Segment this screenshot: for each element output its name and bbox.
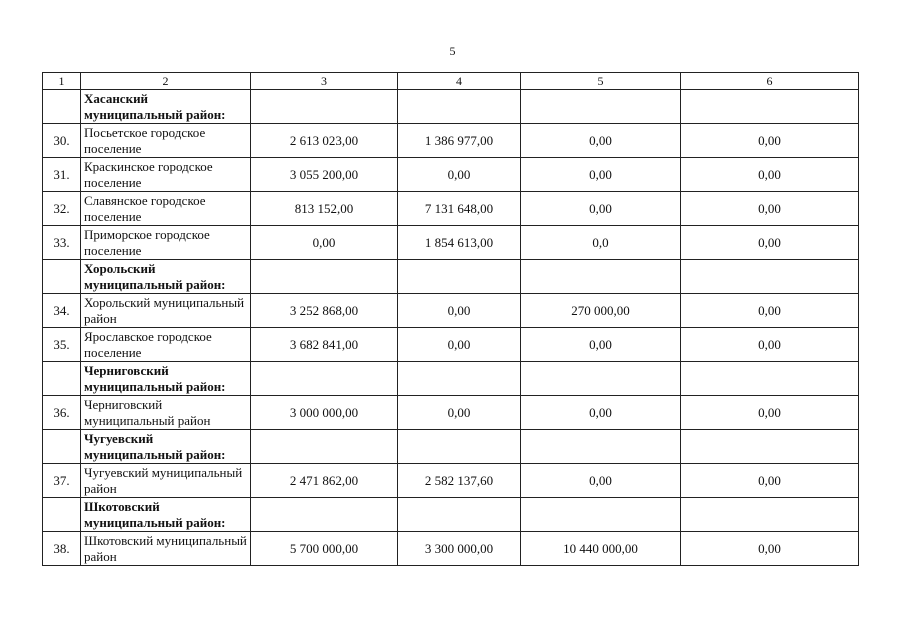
municipality-name-cell: Хорольский муниципальный район xyxy=(81,294,251,328)
table-row xyxy=(43,328,859,362)
row-number-cell: 37. xyxy=(43,464,81,498)
column-6-value: 0,00 xyxy=(681,124,859,158)
column-6-value: 0,00 xyxy=(681,396,859,430)
table-row xyxy=(43,464,859,498)
column-6-value: 0,00 xyxy=(681,532,859,566)
value-cell xyxy=(521,90,681,124)
municipality-name-cell: Краскинское городское поселение xyxy=(81,158,251,192)
table-row xyxy=(43,294,859,328)
column-5-value: 0,00 xyxy=(521,328,681,362)
value-cell xyxy=(681,430,859,464)
row-number-cell: 34. xyxy=(43,294,81,328)
column-4-value: 0,00 xyxy=(398,158,521,192)
column-4-value: 3 300 000,00 xyxy=(398,532,521,566)
section-name-cell: Хорольский муниципальный район: xyxy=(81,260,251,294)
column-4-value: 0,00 xyxy=(398,328,521,362)
value-cell xyxy=(521,260,681,294)
column-5-value: 0,00 xyxy=(521,124,681,158)
allocation-table xyxy=(42,72,859,566)
value-cell xyxy=(398,260,521,294)
column-3-value: 3 000 000,00 xyxy=(251,396,398,430)
column-3-value: 0,00 xyxy=(251,226,398,260)
section-name-cell: Шкотовский муниципальный район: xyxy=(81,498,251,532)
column-header: 5 xyxy=(521,73,681,90)
row-number-cell: 31. xyxy=(43,158,81,192)
row-number-cell: 30. xyxy=(43,124,81,158)
row-number-cell: 36. xyxy=(43,396,81,430)
column-4-value: 1 386 977,00 xyxy=(398,124,521,158)
column-header: 6 xyxy=(681,73,859,90)
value-cell xyxy=(398,90,521,124)
column-4-value: 7 131 648,00 xyxy=(398,192,521,226)
column-3-value: 2 613 023,00 xyxy=(251,124,398,158)
table-row xyxy=(43,192,859,226)
row-number-cell: 33. xyxy=(43,226,81,260)
column-header-row xyxy=(43,73,859,90)
column-header: 2 xyxy=(81,73,251,90)
municipality-name-cell: Славянское городское поселение xyxy=(81,192,251,226)
column-3-value: 3 252 868,00 xyxy=(251,294,398,328)
column-6-value: 0,00 xyxy=(681,464,859,498)
value-cell xyxy=(398,498,521,532)
municipality-name-cell: Приморское городское поселение xyxy=(81,226,251,260)
section-name-cell: Черниговский муниципальный район: xyxy=(81,362,251,396)
column-4-value: 2 582 137,60 xyxy=(398,464,521,498)
municipality-name-cell: Посьетское городское поселение xyxy=(81,124,251,158)
column-3-value: 3 055 200,00 xyxy=(251,158,398,192)
value-cell xyxy=(251,260,398,294)
table-row xyxy=(43,158,859,192)
column-4-value: 0,00 xyxy=(398,294,521,328)
value-cell xyxy=(398,430,521,464)
section-header-row xyxy=(43,90,859,124)
municipality-name-cell: Черниговский муниципальный район xyxy=(81,396,251,430)
row-number-cell xyxy=(43,362,81,396)
value-cell xyxy=(521,498,681,532)
value-cell xyxy=(251,498,398,532)
value-cell xyxy=(681,90,859,124)
section-name-cell: Хасанский муниципальный район: xyxy=(81,90,251,124)
column-6-value: 0,00 xyxy=(681,294,859,328)
column-6-value: 0,00 xyxy=(681,226,859,260)
section-header-row xyxy=(43,260,859,294)
row-number-cell: 35. xyxy=(43,328,81,362)
value-cell xyxy=(521,362,681,396)
municipality-name-cell: Чугуевский муниципальный район xyxy=(81,464,251,498)
value-cell xyxy=(251,430,398,464)
column-3-value: 813 152,00 xyxy=(251,192,398,226)
column-3-value: 5 700 000,00 xyxy=(251,532,398,566)
column-5-value: 0,00 xyxy=(521,396,681,430)
table-row xyxy=(43,226,859,260)
column-6-value: 0,00 xyxy=(681,158,859,192)
page-number: 5 xyxy=(449,44,456,58)
column-6-value: 0,00 xyxy=(681,328,859,362)
column-5-value: 0,0 xyxy=(521,226,681,260)
section-header-row xyxy=(43,362,859,396)
column-3-value: 3 682 841,00 xyxy=(251,328,398,362)
column-5-value: 270 000,00 xyxy=(521,294,681,328)
column-4-value: 1 854 613,00 xyxy=(398,226,521,260)
column-6-value: 0,00 xyxy=(681,192,859,226)
section-name-cell: Чугуевский муниципальный район: xyxy=(81,430,251,464)
value-cell xyxy=(521,430,681,464)
section-header-row xyxy=(43,498,859,532)
value-cell xyxy=(251,90,398,124)
row-number-cell xyxy=(43,430,81,464)
table-row xyxy=(43,532,859,566)
column-4-value: 0,00 xyxy=(398,396,521,430)
municipality-name-cell: Ярославское городское поселение xyxy=(81,328,251,362)
column-5-value: 10 440 000,00 xyxy=(521,532,681,566)
column-header: 3 xyxy=(251,73,398,90)
row-number-cell: 38. xyxy=(43,532,81,566)
row-number-cell xyxy=(43,498,81,532)
column-5-value: 0,00 xyxy=(521,158,681,192)
row-number-cell xyxy=(43,260,81,294)
table-row xyxy=(43,124,859,158)
row-number-cell xyxy=(43,90,81,124)
column-header: 4 xyxy=(398,73,521,90)
value-cell xyxy=(681,362,859,396)
column-3-value: 2 471 862,00 xyxy=(251,464,398,498)
value-cell xyxy=(251,362,398,396)
value-cell xyxy=(681,498,859,532)
table-row xyxy=(43,396,859,430)
column-header: 1 xyxy=(43,73,81,90)
column-5-value: 0,00 xyxy=(521,192,681,226)
row-number-cell: 32. xyxy=(43,192,81,226)
column-5-value: 0,00 xyxy=(521,464,681,498)
value-cell xyxy=(681,260,859,294)
value-cell xyxy=(398,362,521,396)
municipality-name-cell: Шкотовский муниципальный район xyxy=(81,532,251,566)
section-header-row xyxy=(43,430,859,464)
